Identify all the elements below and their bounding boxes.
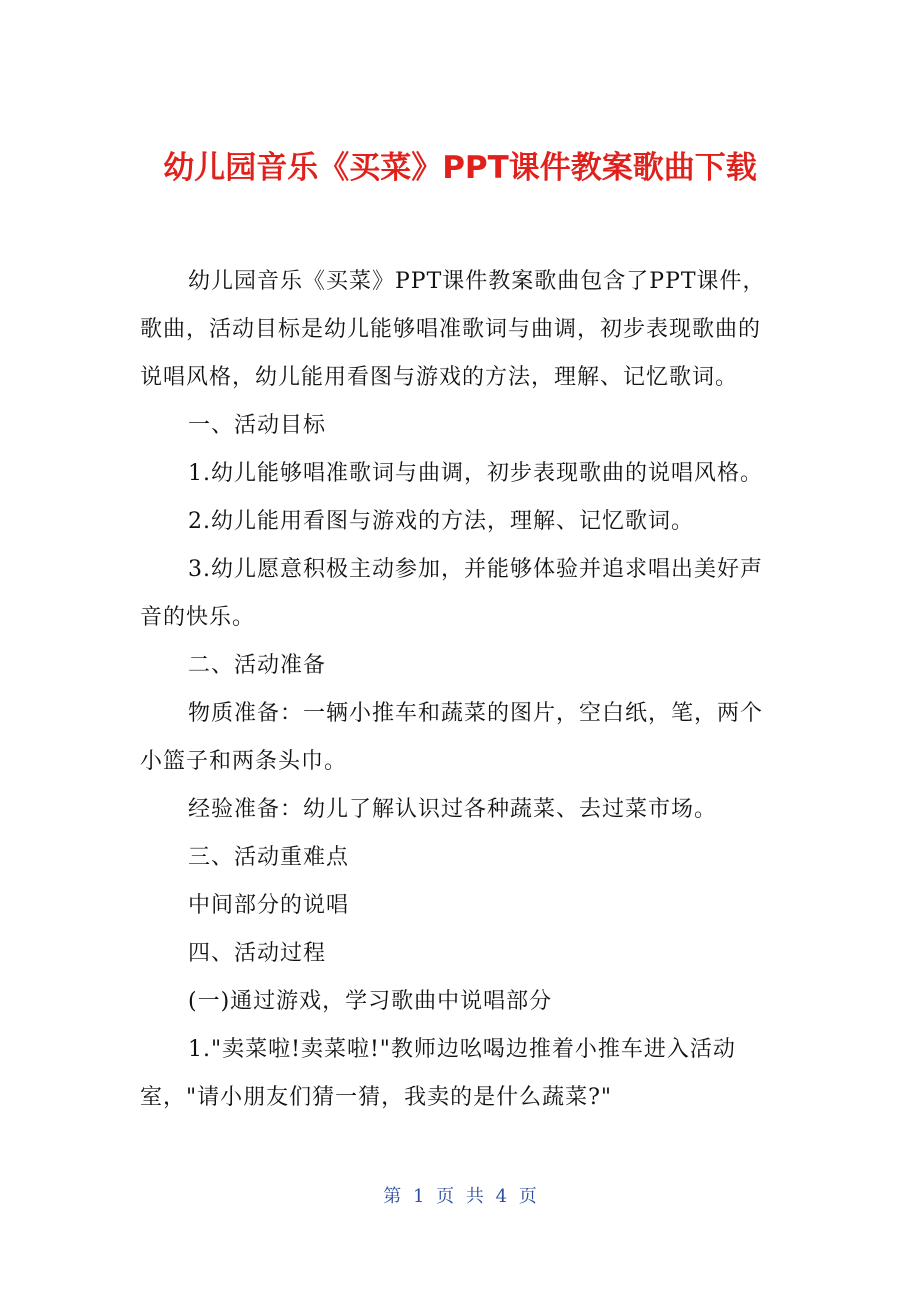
heading-key-difficulties: 三、活动重难点 [188, 845, 350, 870]
process-subheading-1: (一)通过游戏，学习歌曲中说唱部分 [188, 989, 553, 1014]
heading-activity-process: 四、活动过程 [188, 941, 327, 966]
page-footer: 第 1 页 共 4 页 [383, 1186, 537, 1207]
material-preparation: 物质准备：一辆小推车和蔬菜的图片，空白纸，笔，两个小篮子和两条头巾。 [140, 701, 764, 774]
document-title: 幼儿园音乐《买菜》PPT课件教案歌曲下载 [163, 150, 757, 186]
process-step-1: 1."卖菜啦!卖菜啦!"教师边吆喝边推着小推车进入活动室，"请小朋友们猜一猜，我卖的是什么蔬菜?" [140, 1037, 736, 1110]
goal-item-1: 1.幼儿能够唱准歌词与曲调，初步表现歌曲的说唱风格。 [188, 461, 763, 486]
heading-activity-goals: 一、活动目标 [188, 413, 327, 438]
document-body [140, 258, 780, 1122]
heading-activity-preparation: 二、活动准备 [188, 653, 327, 678]
paragraph-intro: 幼儿园音乐《买菜》PPT课件教案歌曲包含了PPT课件，歌曲，活动目标是幼儿能够唱准歌词与曲调，初步表现歌曲的说唱风格，幼儿能用看图与游戏的方法，理解、记忆歌词。 [140, 269, 766, 390]
goal-item-2: 2.幼儿能用看图与游戏的方法，理解、记忆歌词。 [188, 509, 694, 534]
key-difficulty-item: 中间部分的说唱 [188, 893, 350, 918]
goal-item-3: 3.幼儿愿意积极主动参加，并能够体验并追求唱出美好声音的快乐。 [140, 557, 763, 630]
experience-preparation: 经验准备：幼儿了解认识过各种蔬菜、去过菜市场。 [188, 797, 718, 822]
